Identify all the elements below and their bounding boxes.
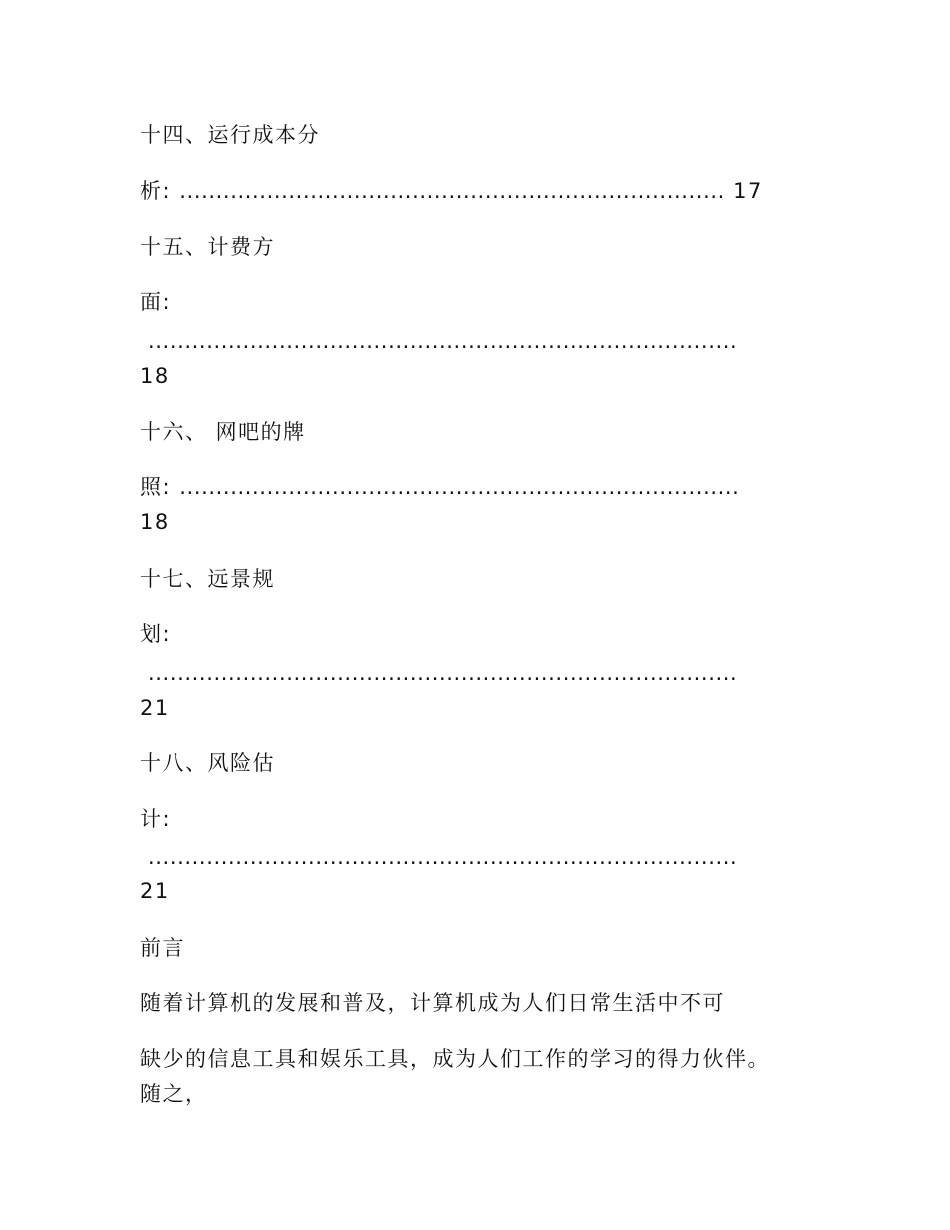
toc-entry-16-dots: ............................................................................. (179, 475, 740, 499)
toc-entry-14-label: 析: (140, 179, 172, 203)
toc-entry-14-page: 17 (733, 179, 763, 203)
toc-entry-16-label: 照: (140, 475, 172, 499)
toc-entry-17-title: 十七、远景规 (140, 567, 275, 591)
preface-paragraph-line-1: 随着计算机的发展和普及，计算机成为人们日常生活中不可 (140, 991, 725, 1015)
toc-entry-15-page: 18 (140, 364, 170, 388)
toc-entry-18-page: 21 (140, 879, 170, 903)
toc-entry-18-label: 计: (140, 807, 172, 831)
toc-entry-18-title: 十八、风险估 (140, 751, 275, 775)
toc-entry-14-leader-line (140, 177, 763, 205)
toc-entry-16-leader-line (140, 473, 739, 501)
toc-entry-14-title: 十四、运行成本分 (140, 123, 320, 147)
preface-paragraph-line-2: 缺少的信息工具和娱乐工具，成为人们工作的学习的得力伙伴。 (140, 1047, 770, 1071)
toc-entry-15-dots: ................................................................................. (148, 329, 738, 353)
toc-entry-18-dots: ................................................................................. (148, 845, 738, 869)
toc-entry-15-label: 面: (140, 290, 172, 314)
toc-entry-16-page: 18 (140, 510, 170, 534)
toc-entry-15-title: 十五、计费方 (140, 235, 275, 259)
toc-entry-17-dots: ................................................................................. (148, 661, 738, 685)
preface-paragraph-line-3: 随之， (140, 1082, 208, 1106)
toc-entry-17-label: 划: (140, 622, 172, 646)
toc-entry-17-page: 21 (140, 696, 170, 720)
toc-entry-14-dots: ........................................................................... (179, 179, 725, 203)
preface-heading: 前言 (140, 936, 185, 960)
toc-entry-16-title: 十六、 网吧的牌 (140, 420, 306, 444)
